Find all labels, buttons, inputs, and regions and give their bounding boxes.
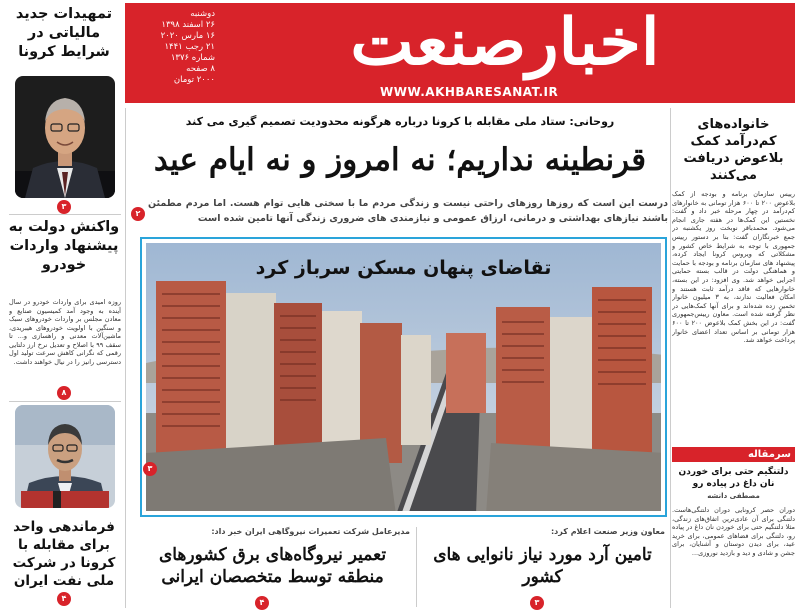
oil-official-photo — [15, 405, 115, 508]
page-ref-badge[interactable]: ۴ — [255, 596, 269, 610]
editorial-section-label: سرمقاله — [672, 447, 795, 462]
edition-pages: ۸ صفحه — [186, 64, 215, 74]
page-ref-badge[interactable]: ۳ — [57, 200, 71, 214]
housing-photo-frame — [140, 237, 667, 517]
bottom-story-2[interactable] — [135, 527, 410, 607]
divider — [416, 527, 417, 607]
page-ref-badge[interactable]: ۴ — [57, 592, 71, 606]
website-url[interactable]: WWW.AKHBARESANAT.IR — [380, 85, 559, 99]
main-lead: درست این است که روزها روزهای راحتی نیست و زندگی مردم ما با سختی هایی توام هست. اما مردم مطمئن باشند نیازهای بهداشتی و درمانی، ارزاق عمومی و نیازمندی های ضروری زندگی آنها تامین شده است — [148, 198, 668, 224]
edition-price: ۲۰۰۰ تومان — [173, 75, 215, 85]
edition-date-lunar: ۲۱ رجب ۱۴۴۱ — [164, 42, 215, 52]
right-column — [672, 108, 795, 608]
editorial-author: مصطفی دانشه — [707, 492, 760, 500]
edition-number: شماره ۱۳۷۶ — [170, 53, 215, 63]
newspaper-logo: اخبارصنعت — [350, 5, 660, 80]
page-ref-badge[interactable]: ۳ — [143, 462, 157, 476]
editorial-title[interactable]: دلتنگیم حتی برای خوردن نان داغ در پیاده رو — [678, 467, 789, 489]
bottom-story-2-kicker: مدیرعامل شرکت تعمیرات نیروگاهی ایران خبر داد: — [211, 527, 410, 536]
left-column — [5, 0, 123, 610]
bottom-story-1-kicker: معاون وزیر صنعت اعلام کرد: — [550, 527, 665, 536]
page-ref-badge[interactable]: ۲ — [131, 207, 145, 221]
page-ref-badge[interactable]: ۳ — [530, 596, 544, 610]
housing-photo[interactable] — [146, 243, 661, 511]
left-story-2-body: روزه امیدی برای واردات خودرو در سال آینده به وجود آمد کمیسیون صنایع و معادن مجلس بر واردات خودروهای سبک و سنگین با اولویت خودروهای هیبریدی، ماشین‌آلات معدنی و راهسازی و... تا سقف ۹۹ با اصلاح و تعدیل نرخ ارز دلتایی رقمی که نگرانی کاهش سرعت تولید اول دسترسی رانیز را در نیال خواهند داشت. — [9, 298, 121, 366]
bottom-story-1-title[interactable]: تامین آرد مورد نیاز نانوایی های کشور — [433, 545, 652, 587]
main-headline[interactable]: قرنطینه نداریم؛ نه امروز و نه ایام عید — [153, 142, 647, 178]
edition-date-gregorian: ۱۶ مارس ۲۰۲۰ — [160, 31, 215, 41]
divider — [9, 401, 121, 402]
right-story-body: رییس سازمان برنامه و بودجه از کمک بلاعوض ۲۰۰ تا ۶۰۰ هزار تومانی به خانوارهای کم‌درآمد در چهار مرحله خبر داد و گفت: نخستین این کمک‌ها در هفته جاری انجام می‌شود. محمدباقر نوبخت روز یکشنبه در جمع خبرنگاران گفت: بنا بر دستور رییس جمهوری با توجه به شرایط خاص کشور و مشکلاتی که ویروس کرونا ایجاد کرده، پیشنهاد های سازمان برنامه و بودجه با حمایت و هماهنگی دولت در قالب بسته حمایتی اجرایی خواهد شد. وی افزود: در این بسته، خانوارهایی که فاقد درآمد ثابت هستند و امکان فعالیت ندارند، به ۳ میلیون خانوار تخمین زده شده‌اند و برای آنها کمک‌هایی در نظر گرفته شده است. معاون رییس‌جمهوری گفت: در این بخش کمک بلاعوض ۲۰۰ تا ۶۰۰ هزار تومانی بر اساس تعداد اعضای خانوار پرداخت خواهد شد. — [672, 190, 795, 345]
tax-official-photo — [15, 76, 115, 198]
masthead — [125, 3, 795, 103]
column-divider — [670, 108, 671, 608]
divider — [9, 214, 121, 215]
main-kicker: روحانی: ستاد ملی مقابله با کرونا درباره هرگونه محدودیت تصمیم گیری می کند — [185, 115, 615, 128]
editorial-body: دوران حصر کرونایی دوران دلتنگی‌هاست. دلتنگی برای آن عادی‌ترین اتفاق‌های زندگی، مثلا دلتنگیم حتی برای خوردن نان داغ در پیاده رو، دلتنگی برای فضاهای عمومی، برای خرید عید، برای دیدن دوستان و آشنایان، برای جشن و شادی و دید و بازدید نوروزی... — [672, 506, 795, 557]
edition-info — [131, 9, 215, 86]
edition-date-solar: ۲۶ اسفند ۱۳۹۸ — [161, 20, 215, 30]
bottom-story-1[interactable] — [420, 527, 665, 607]
left-story-3-title[interactable]: فرماندهی واحد برای مقابله با کرونا در شرکت ملی نفت ایران — [12, 519, 116, 589]
edition-day: دوشنبه — [190, 9, 215, 19]
left-story-2-title[interactable]: واکنش دولت به پیشنهاد واردات خودرو — [8, 219, 120, 273]
photo-headline[interactable]: تقاضای پنهان مسکن سرباز کرد — [255, 257, 552, 279]
bottom-story-2-title[interactable]: تعمیر نیروگاه‌های برق کشورهای منطقه توسط متخصصان ایرانی — [158, 545, 387, 587]
right-story-title[interactable]: خانواده‌های کم‌درآمد کمک بلاعوض دریافت می‌کنند — [683, 117, 784, 183]
page-ref-badge[interactable]: ۸ — [57, 386, 71, 400]
column-divider — [125, 108, 126, 608]
left-story-1-title[interactable]: تمهیدات جدید مالیاتی در شرایط کرونا — [15, 6, 113, 60]
